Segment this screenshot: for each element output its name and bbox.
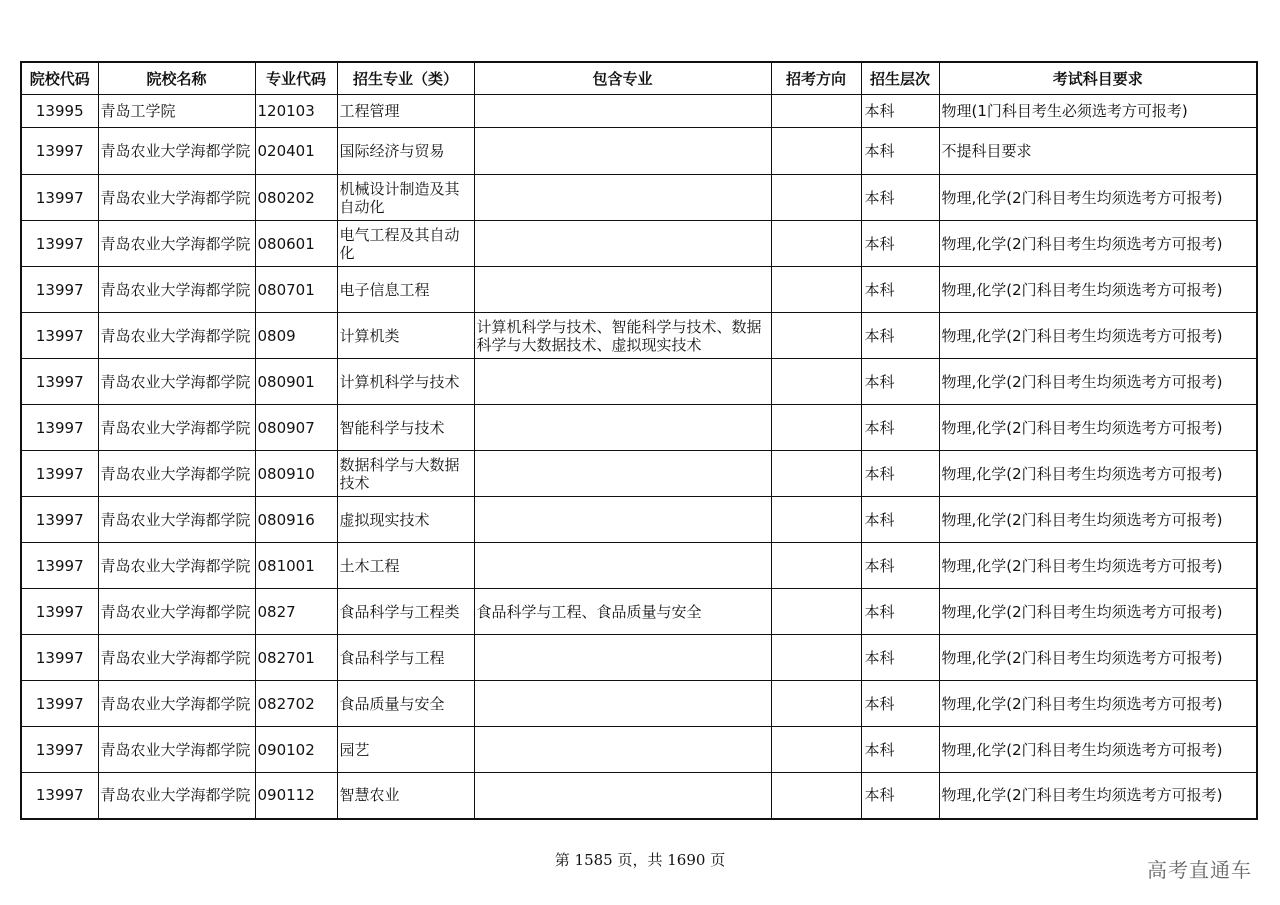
major-name-cell: 食品科学与工程类 <box>337 589 474 635</box>
table-row <box>21 451 1257 497</box>
school-name-cell: 青岛工学院 <box>98 95 255 128</box>
included-majors-cell <box>474 773 771 819</box>
column-header: 包含专业 <box>474 62 771 95</box>
level-cell: 本科 <box>861 221 939 267</box>
level-cell: 本科 <box>861 405 939 451</box>
subject-requirement-cell: 物理,化学(2门科目考生均须选考方可报考) <box>939 175 1257 221</box>
table-row <box>21 543 1257 589</box>
school-code-cell: 13997 <box>21 451 98 497</box>
major-code-cell: 080901 <box>255 359 337 405</box>
major-name-cell: 土木工程 <box>337 543 474 589</box>
direction-cell <box>771 543 861 589</box>
school-name-cell: 青岛农业大学海都学院 <box>98 451 255 497</box>
table-row <box>21 727 1257 773</box>
major-code-cell: 082701 <box>255 635 337 681</box>
table-row <box>21 95 1257 128</box>
subject-requirement-cell: 不提科目要求 <box>939 128 1257 175</box>
table-row <box>21 405 1257 451</box>
major-code-cell: 0809 <box>255 313 337 359</box>
school-code-cell: 13997 <box>21 359 98 405</box>
subject-requirement-cell: 物理,化学(2门科目考生均须选考方可报考) <box>939 543 1257 589</box>
direction-cell <box>771 359 861 405</box>
school-code-cell: 13997 <box>21 589 98 635</box>
table-row <box>21 359 1257 405</box>
school-code-cell: 13997 <box>21 267 98 313</box>
subject-requirement-cell: 物理,化学(2门科目考生均须选考方可报考) <box>939 681 1257 727</box>
major-name-cell: 智能科学与技术 <box>337 405 474 451</box>
school-name-cell: 青岛农业大学海都学院 <box>98 773 255 819</box>
subject-requirement-cell: 物理,化学(2门科目考生均须选考方可报考) <box>939 497 1257 543</box>
school-code-cell: 13997 <box>21 543 98 589</box>
major-code-cell: 0827 <box>255 589 337 635</box>
level-cell: 本科 <box>861 128 939 175</box>
school-code-cell: 13997 <box>21 221 98 267</box>
school-name-cell: 青岛农业大学海都学院 <box>98 359 255 405</box>
level-cell: 本科 <box>861 773 939 819</box>
included-majors-cell <box>474 95 771 128</box>
school-name-cell: 青岛农业大学海都学院 <box>98 635 255 681</box>
major-name-cell: 电气工程及其自动化 <box>337 221 474 267</box>
level-cell: 本科 <box>861 313 939 359</box>
school-name-cell: 青岛农业大学海都学院 <box>98 543 255 589</box>
column-header: 考试科目要求 <box>939 62 1257 95</box>
school-name-cell: 青岛农业大学海都学院 <box>98 589 255 635</box>
column-header: 院校名称 <box>98 62 255 95</box>
major-name-cell: 机械设计制造及其自动化 <box>337 175 474 221</box>
table-row <box>21 497 1257 543</box>
major-name-cell: 计算机类 <box>337 313 474 359</box>
table-row <box>21 221 1257 267</box>
major-name-cell: 数据科学与大数据技术 <box>337 451 474 497</box>
major-name-cell: 智慧农业 <box>337 773 474 819</box>
major-name-cell: 园艺 <box>337 727 474 773</box>
included-majors-cell <box>474 451 771 497</box>
subject-requirement-cell: 物理,化学(2门科目考生均须选考方可报考) <box>939 359 1257 405</box>
level-cell: 本科 <box>861 267 939 313</box>
major-name-cell: 食品科学与工程 <box>337 635 474 681</box>
major-code-cell: 080916 <box>255 497 337 543</box>
level-cell: 本科 <box>861 635 939 681</box>
school-name-cell: 青岛农业大学海都学院 <box>98 497 255 543</box>
direction-cell <box>771 681 861 727</box>
major-code-cell: 080601 <box>255 221 337 267</box>
school-code-cell: 13997 <box>21 313 98 359</box>
school-name-cell: 青岛农业大学海都学院 <box>98 267 255 313</box>
table-row <box>21 175 1257 221</box>
school-code-cell: 13995 <box>21 95 98 128</box>
table-row <box>21 267 1257 313</box>
level-cell: 本科 <box>861 727 939 773</box>
subject-requirement-cell: 物理,化学(2门科目考生均须选考方可报考) <box>939 405 1257 451</box>
major-code-cell: 020401 <box>255 128 337 175</box>
subject-requirement-cell: 物理,化学(2门科目考生均须选考方可报考) <box>939 221 1257 267</box>
subject-requirement-cell: 物理,化学(2门科目考生均须选考方可报考) <box>939 589 1257 635</box>
school-name-cell: 青岛农业大学海都学院 <box>98 128 255 175</box>
major-name-cell: 食品质量与安全 <box>337 681 474 727</box>
column-header: 招考方向 <box>771 62 861 95</box>
direction-cell <box>771 451 861 497</box>
school-name-cell: 青岛农业大学海都学院 <box>98 727 255 773</box>
table-row <box>21 773 1257 819</box>
school-code-cell: 13997 <box>21 681 98 727</box>
admission-table <box>20 61 1258 820</box>
level-cell: 本科 <box>861 175 939 221</box>
included-majors-cell <box>474 681 771 727</box>
school-name-cell: 青岛农业大学海都学院 <box>98 681 255 727</box>
column-header: 招生层次 <box>861 62 939 95</box>
major-code-cell: 120103 <box>255 95 337 128</box>
table-row <box>21 681 1257 727</box>
included-majors-cell <box>474 359 771 405</box>
table-body <box>21 95 1257 819</box>
school-name-cell: 青岛农业大学海都学院 <box>98 405 255 451</box>
level-cell: 本科 <box>861 359 939 405</box>
direction-cell <box>771 635 861 681</box>
school-code-cell: 13997 <box>21 405 98 451</box>
included-majors-cell <box>474 635 771 681</box>
direction-cell <box>771 95 861 128</box>
major-name-cell: 虚拟现实技术 <box>337 497 474 543</box>
school-code-cell: 13997 <box>21 727 98 773</box>
subject-requirement-cell: 物理,化学(2门科目考生均须选考方可报考) <box>939 727 1257 773</box>
school-code-cell: 13997 <box>21 635 98 681</box>
direction-cell <box>771 267 861 313</box>
included-majors-cell <box>474 175 771 221</box>
included-majors-cell <box>474 543 771 589</box>
school-code-cell: 13997 <box>21 773 98 819</box>
school-name-cell: 青岛农业大学海都学院 <box>98 175 255 221</box>
major-code-cell: 090112 <box>255 773 337 819</box>
included-majors-cell <box>474 497 771 543</box>
subject-requirement-cell: 物理,化学(2门科目考生均须选考方可报考) <box>939 313 1257 359</box>
column-header: 招生专业（类） <box>337 62 474 95</box>
school-name-cell: 青岛农业大学海都学院 <box>98 221 255 267</box>
major-name-cell: 电子信息工程 <box>337 267 474 313</box>
major-name-cell: 国际经济与贸易 <box>337 128 474 175</box>
level-cell: 本科 <box>861 543 939 589</box>
level-cell: 本科 <box>861 589 939 635</box>
major-code-cell: 081001 <box>255 543 337 589</box>
table-row <box>21 313 1257 359</box>
major-code-cell: 080701 <box>255 267 337 313</box>
included-majors-cell <box>474 128 771 175</box>
included-majors-cell: 食品科学与工程、食品质量与安全 <box>474 589 771 635</box>
included-majors-cell <box>474 727 771 773</box>
subject-requirement-cell: 物理(1门科目考生必须选考方可报考) <box>939 95 1257 128</box>
level-cell: 本科 <box>861 681 939 727</box>
major-name-cell: 计算机科学与技术 <box>337 359 474 405</box>
direction-cell <box>771 497 861 543</box>
direction-cell <box>771 773 861 819</box>
major-code-cell: 080907 <box>255 405 337 451</box>
major-code-cell: 090102 <box>255 727 337 773</box>
major-code-cell: 080202 <box>255 175 337 221</box>
direction-cell <box>771 313 861 359</box>
direction-cell <box>771 175 861 221</box>
school-code-cell: 13997 <box>21 175 98 221</box>
included-majors-cell <box>474 221 771 267</box>
direction-cell <box>771 128 861 175</box>
subject-requirement-cell: 物理,化学(2门科目考生均须选考方可报考) <box>939 267 1257 313</box>
direction-cell <box>771 589 861 635</box>
school-name-cell: 青岛农业大学海都学院 <box>98 313 255 359</box>
major-name-cell: 工程管理 <box>337 95 474 128</box>
level-cell: 本科 <box>861 451 939 497</box>
watermark-logo: 高考直通车 <box>1147 858 1252 882</box>
major-code-cell: 080910 <box>255 451 337 497</box>
direction-cell <box>771 727 861 773</box>
page-number: 第 1585 页，共 1690 页 <box>554 851 726 869</box>
subject-requirement-cell: 物理,化学(2门科目考生均须选考方可报考) <box>939 635 1257 681</box>
table-header-row <box>21 62 1257 95</box>
level-cell: 本科 <box>861 95 939 128</box>
table-row <box>21 128 1257 175</box>
table-row <box>21 635 1257 681</box>
school-code-cell: 13997 <box>21 128 98 175</box>
direction-cell <box>771 221 861 267</box>
table-row <box>21 589 1257 635</box>
included-majors-cell <box>474 267 771 313</box>
subject-requirement-cell: 物理,化学(2门科目考生均须选考方可报考) <box>939 451 1257 497</box>
included-majors-cell: 计算机科学与技术、智能科学与技术、数据科学与大数据技术、虚拟现实技术 <box>474 313 771 359</box>
level-cell: 本科 <box>861 497 939 543</box>
column-header: 专业代码 <box>255 62 337 95</box>
column-header: 院校代码 <box>21 62 98 95</box>
subject-requirement-cell: 物理,化学(2门科目考生均须选考方可报考) <box>939 773 1257 819</box>
direction-cell <box>771 405 861 451</box>
included-majors-cell <box>474 405 771 451</box>
school-code-cell: 13997 <box>21 497 98 543</box>
major-code-cell: 082702 <box>255 681 337 727</box>
